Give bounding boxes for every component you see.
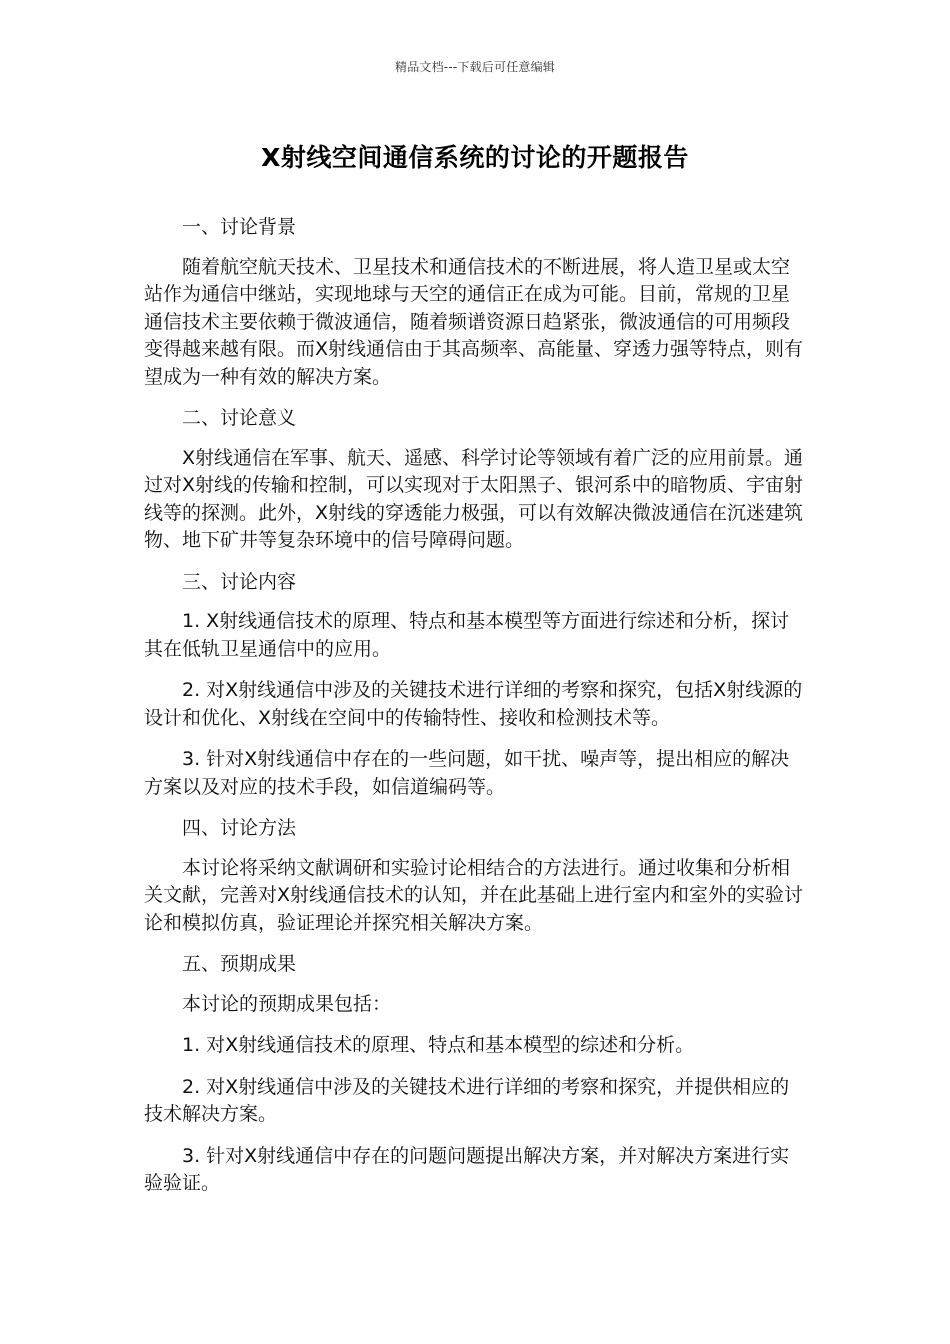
paragraph-significance: X射线通信在军事、航天、遥感、科学讨论等领域有着广泛的应用前景。通过对X射线的传输和控制，可以实现对于太阳黑子、银河系中的暗物质、宇宙射线等的探测。此外，X射线的穿透能力极强，可以有效解决微波通信在沉迷建筑物、地下矿井等复杂环境中的信号障碍问题。 <box>144 446 804 551</box>
content-item-2: 2. 对X射线通信中涉及的关键技术进行详细的考察和探究，包括X射线源的设计和优化、X射线在空间中的传输特性、接收和检测技术等。 <box>144 679 803 729</box>
section-heading-outcomes: 五、预期成果 <box>182 953 297 975</box>
outcome-item-3: 3. 针对X射线通信中存在的问题问题提出解决方案，并对解决方案进行实验验证。 <box>144 1144 790 1194</box>
section-heading-method: 四、讨论方法 <box>182 817 297 839</box>
content-item-1: 1. X射线通信技术的原理、特点和基本模型等方面进行综述和分析，探讨其在低轨卫星通信中的应用。 <box>144 610 790 660</box>
section-heading-significance: 二、讨论意义 <box>182 407 297 429</box>
section-heading-background: 一、讨论背景 <box>182 216 297 238</box>
paragraph-background: 随着航空航天技术、卫星技术和通信技术的不断进展，将人造卫星或太空站作为通信中继站，实现地球与天空的通信正在成为可能。目前，常规的卫星通信技术主要依赖于微波通信，随着频谱资源日趋紧张，微波通信的可用频段变得越来越有限。而X射线通信由于其高频率、高能量、穿透力强等特点，则有望成为一种有效的解决方案。 <box>144 255 804 388</box>
page-header: 精品文档---下载后可任意编辑 <box>395 60 555 74</box>
outcome-item-2: 2. 对X射线通信中涉及的关键技术进行详细的考察和探究，并提供相应的技术解决方案。 <box>144 1075 790 1125</box>
document-title: X射线空间通信系统的讨论的开题报告 <box>261 143 689 172</box>
content-item-3: 3. 针对X射线通信中存在的一些问题，如干扰、噪声等，提出相应的解决方案以及对应的技术手段，如信道编码等。 <box>144 748 790 798</box>
paragraph-outcomes-intro: 本讨论的预期成果包括： <box>182 992 392 1015</box>
outcome-item-1: 1. 对X射线通信技术的原理、特点和基本模型的综述和分析。 <box>182 1034 695 1056</box>
section-heading-content: 三、讨论内容 <box>182 570 297 593</box>
document-body <box>144 214 808 1212</box>
paragraph-method: 本讨论将采纳文献调研和实验讨论相结合的方法进行。通过收集和分析相关文献，完善对X射线通信技术的认知，并在此基础上进行室内和室外的实验讨论和模拟仿真，验证理论并探究相关解决方案。 <box>144 856 804 934</box>
